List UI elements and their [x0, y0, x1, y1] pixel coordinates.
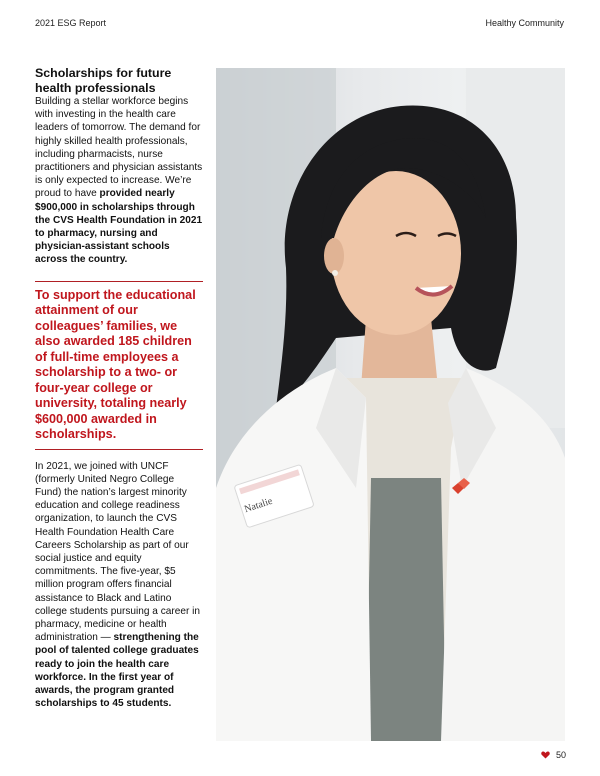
paragraph-1 — [35, 95, 203, 267]
page-number: 50 — [555, 750, 566, 760]
section-title: Healthy Community — [485, 18, 564, 28]
paragraph-2-emphasis: strengthening the pool of talented college graduates ready to join the health care workforce. In the first year of awards, the program granted scholarships to 45 students. — [35, 632, 199, 710]
pharmacist-photo — [216, 68, 565, 741]
page-footer — [541, 750, 566, 760]
paragraph-2-text: In 2021, we joined with UNCF (formerly United Negro College Fund) the nation’s largest minority education and college readiness organization, to launch the CVS Health Foundation Health Care Careers Scholarship as part of our social justice and equity commitments. The five-year, $5 million program offers financial assistance to Black and Latino college students pursuing a career in pharmacy, medicine or health administration — — [35, 460, 200, 644]
report-title: 2021 ESG Report — [35, 18, 107, 28]
paragraph-1-emphasis: provided nearly $900,000 in scholarships through the CVS Health Foundation in 2021 to pharmacy, nursing and physician-assistant schools across the country. — [35, 188, 203, 266]
divider-bottom — [35, 449, 203, 450]
section-heading: Scholarships for future health professionals — [35, 66, 172, 95]
pull-quote: To support the educational attainment of our colleagues’ families, we also awarded 185 children of full-time employees a scholarship to a two- or four-year college or university, totaling nearly $600,000 awarded in scholarships. — [35, 287, 196, 442]
paragraph-1-text: Building a stellar workforce begins with investing in the health care leaders of tomorrow. The demand for highly skilled health professionals, including pharmacists, nurse practitioners and physician assistants is only expected to increase. We’re proud to have — [35, 96, 203, 200]
name-tag-text: Natalie — [243, 495, 274, 516]
heart-icon — [541, 751, 550, 759]
paragraph-2 — [35, 460, 203, 711]
divider-top — [35, 281, 203, 282]
text-column — [35, 66, 203, 711]
